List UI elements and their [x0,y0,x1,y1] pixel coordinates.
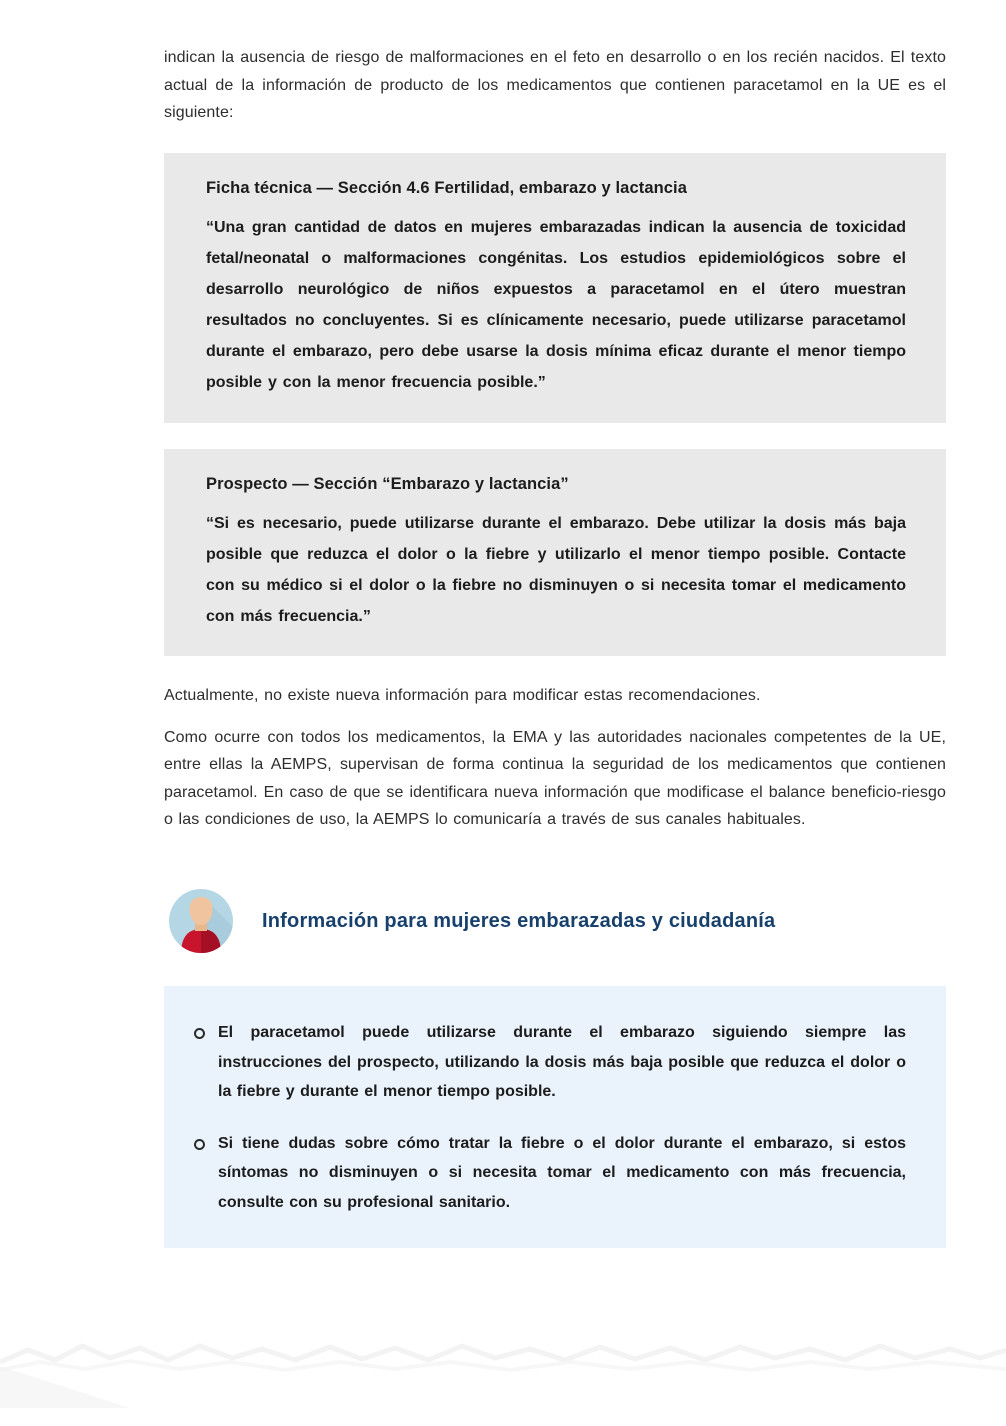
citizen-info-bullet-list [194,1018,906,1218]
info-bullet-item [194,1018,906,1107]
prospecto-quote-text: “Si es necesario, puede utilizarse durante el embarazo. Debe utilizar la dosis más baja posible que reduzca el dolor o la fiebre y utilizarlo el menor tiempo posible. Contacte con su médico si el dolor o la fiebre no disminuyen o si necesita tomar el medicamento con más frecuencia.” [206,514,906,626]
person-avatar-icon [168,888,234,954]
bullet-circle-icon [194,1139,205,1150]
intro-paragraph: indican la ausencia de riesgo de malformaciones en el feto en desarrollo o en los recién nacidos. El texto actual de la información de producto de los medicamentos que contienen paracetamol en la UE es el siguiente: [164,49,946,122]
citizen-info-section-header [168,888,946,954]
ficha-tecnica-heading: Ficha técnica — Sección 4.6 Fertilidad, embarazo y lactancia [206,178,688,197]
prospecto-quote-box [164,449,946,657]
citizen-info-section-title: Información para mujeres embarazadas y ciudadanía [262,909,776,932]
current-recommendations-paragraph: Actualmente, no existe nueva información para modificar estas recomendaciones. [164,687,761,705]
ema-aemps-monitoring-paragraph: Como ocurre con todos los medicamentos, la EMA y las autoridades nacionales competentes de la UE, entre ellas la AEMPS, supervisan de forma continua la seguridad de los medicamentos que contienen paracetamol. En caso de que se identificara nueva información que modificase el balance beneficio-riesgo o las condiciones de uso, la AEMPS lo comunicaría a través de sus canales habituales. [164,728,946,829]
info-bullet-text: Si tiene dudas sobre cómo tratar la fiebre o el dolor durante el embarazo, si estos síntomas no disminuyen o si necesita tomar el medicamento con más frecuencia, consulte con su profesional sanitario. [218,1134,906,1211]
citizen-info-box [164,986,946,1248]
info-bullet-text: El paracetamol puede utilizarse durante el embarazo siguiendo siempre las instrucciones del prospecto, utilizando la dosis más baja posible que reduzca el dolor o la fiebre y durante el menor tiempo posible. [218,1024,906,1101]
page-bottom-faint-texture [0,1336,1006,1408]
prospecto-heading: Prospecto — Sección “Embarazo y lactancia” [206,474,569,493]
info-bullet-item [194,1129,906,1218]
bullet-circle-icon [194,1028,205,1039]
ficha-tecnica-quote-box [164,153,946,423]
document-content-column [164,0,946,1248]
ficha-tecnica-quote-text: “Una gran cantidad de datos en mujeres embarazadas indican la ausencia de toxicidad fetal/neonatal o malformaciones congénitas. Los estudios epidemiológicos sobre el desarrollo neurológico de niños expuestos a paracetamol en el útero muestran resultados no concluyentes. Si es clínicamente necesario, puede utilizarse paracetamol durante el embarazo, pero debe usarse la dosis mínima eficaz durante el menor tiempo posible y con la menor frecuencia posible.” [206,218,906,392]
